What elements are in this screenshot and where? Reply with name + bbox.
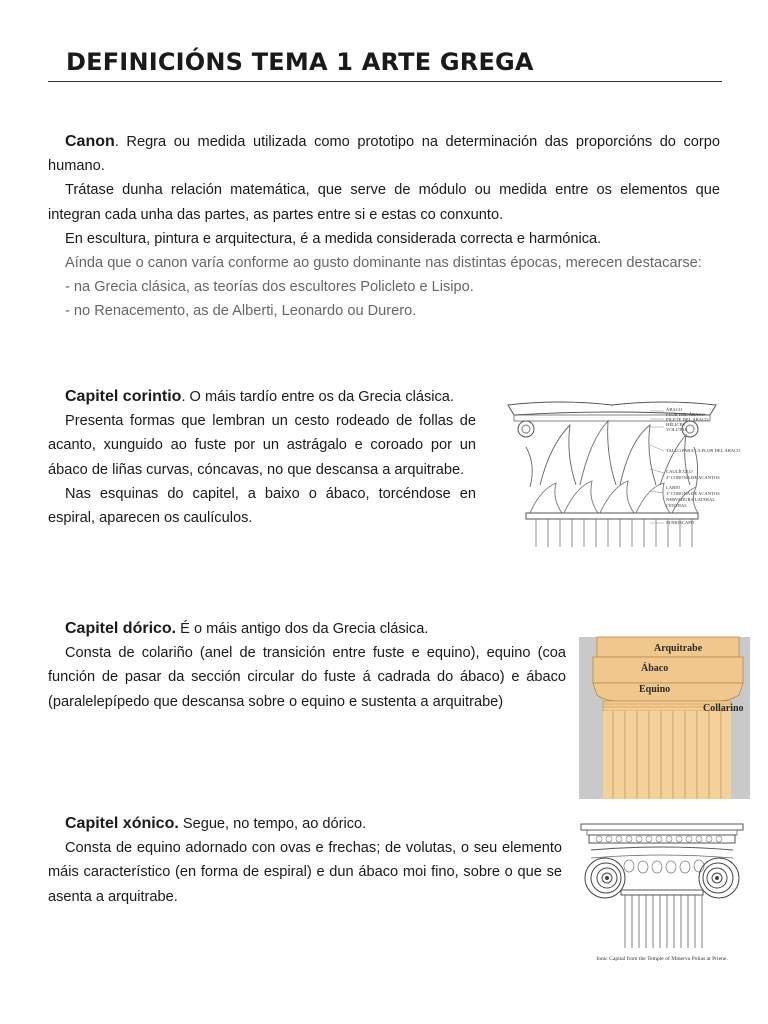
corintio-term: Capitel corintio	[65, 388, 182, 405]
corinthian-label: CENTRAL	[666, 503, 688, 508]
corinthian-label: 2ª CORONA DE ACANTOS	[666, 475, 720, 480]
canon-bullet: - no Renacemento, as de Alberti, Leonardo ou Durero.	[65, 303, 417, 320]
ionic-caption: Ionic Capital from the Temple of Minerva Polias at Priene.	[596, 956, 728, 962]
corinthian-label: CAULÍCULO	[666, 469, 693, 474]
section-canon	[48, 130, 720, 324]
section-corintio	[48, 385, 476, 530]
corinthian-label: ÁBACO	[666, 407, 683, 412]
canon-bullet: - na Grecia clásica, as teorías dos escultores Policleto e Lisipo.	[65, 279, 474, 296]
corinthian-label: FILETE DEL ÁBACO	[666, 417, 709, 422]
title-underline	[48, 81, 722, 82]
corintio-paragraph: Presenta formas que lembran un cesto rodeado de follas de acanto, xunguido ao fuste por un astrágalo e coroado por un ábaco de liñas curvas, cóncavas, no que descansa a arquitrabe.	[48, 413, 476, 478]
canon-definition: Canon. Regra ou medida utilizada como prototipo na determinación das proporcións do corpo humano.	[48, 133, 720, 175]
corinthian-label: VOLUTAS	[666, 427, 688, 432]
ionic-capital-illustration	[577, 820, 747, 966]
corintio-paragraph: Nas esquinas do capitel, a baixo o ábaco, torcéndose en espiral, aparecen os caulículos.	[48, 485, 476, 527]
section-dorico	[48, 617, 566, 714]
corinthian-label: TALLO PARA LA FLOR DEL ÁBACO	[666, 448, 741, 453]
canon-paragraph: Aínda que o canon varía conforme ao gusto dominante nas distintas épocas, merecen destacarse:	[65, 255, 702, 272]
xonico-paragraph: Consta de equino adornado con ovas e frechas; de volutas, o seu elemento máis característico (en forma de espiral) e dun ábaco moi fino, sobre o que se asenta a arquitrabe.	[48, 840, 562, 905]
dorico-definition: Capitel dórico. É o máis antigo dos da Grecia clásica.	[65, 620, 429, 637]
dorico-paragraph: Consta de colariño (anel de transición entre fuste e equino), equino (coa función de pasar da sección circular do fuste á cadrada do ábaco) e ábaco (paralelepípedo que descansa sobre o equino e sustenta a arquitrabe)	[48, 645, 566, 710]
xonico-term: Capitel xónico.	[65, 815, 179, 832]
canon-paragraph: Trátase dunha relación matemática, que serve de módulo ou medida entre os elementos que integran cada unha das partes, as partes entre si e estas co conxunto.	[48, 182, 720, 223]
doric-label-arquitrabe: Arquitrabe	[654, 643, 703, 654]
corinthian-label: LABIO	[666, 485, 681, 490]
doric-label-abaco: Ábaco	[641, 663, 669, 674]
corinthian-label: NERVADURA LATERAL	[666, 497, 716, 502]
doric-label-equino: Equino	[639, 684, 671, 695]
canon-paragraph: En escultura, pintura e arquitectura, é a medida considerada correcta e harmónica.	[65, 230, 602, 247]
corinthian-label: SUMOSCAPO	[666, 520, 695, 525]
corinthian-label: FLOR DEL ÁBACO	[666, 412, 705, 417]
doric-capital-diagram	[579, 637, 750, 799]
section-xonico	[48, 812, 562, 909]
canon-term: Canon	[65, 133, 115, 150]
corinthian-label: 1ª CORONA DE ACANTOS	[666, 491, 720, 496]
doric-label-collarino: Collarino	[703, 703, 744, 714]
corintio-definition: Capitel corintio. O máis tardío entre os da Grecia clásica.	[65, 388, 454, 405]
corinthian-label: HÉLICES	[666, 422, 685, 427]
xonico-definition: Capitel xónico. Segue, no tempo, ao dórico.	[65, 815, 367, 832]
corinthian-capital-illustration	[500, 395, 741, 547]
page-title: DEFINICIÓNS TEMA 1 ARTE GREGA	[66, 48, 534, 76]
dorico-term: Capitel dórico.	[65, 620, 177, 637]
